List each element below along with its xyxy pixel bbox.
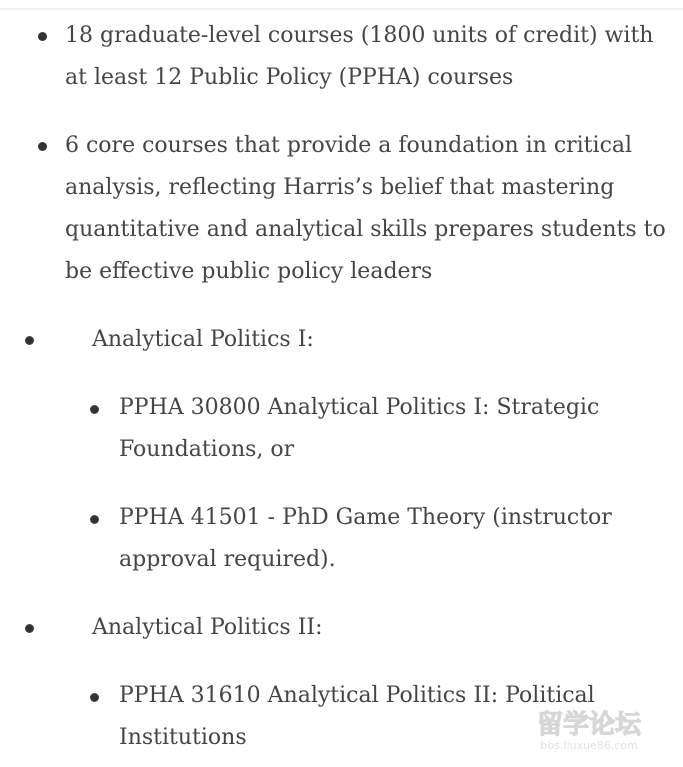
course-options: [92, 387, 637, 581]
requirements-list: [65, 15, 675, 767]
course-option-text: PPHA 30800 Analytical Politics I: Strategic Foundations, or: [119, 395, 600, 462]
requirement-item: [65, 125, 675, 759]
watermark-logo-text: 留学论坛: [536, 710, 642, 740]
requirement-item: [65, 15, 675, 99]
course-option: [92, 497, 637, 581]
course-option-text: PPHA 41501 - PhD Game Theory (instructor approval required).: [119, 505, 612, 572]
course-group: [27, 319, 637, 581]
course-group-title: Analytical Politics I:: [92, 327, 314, 352]
bullet-circle-icon: [25, 624, 34, 633]
requirement-text: 18 graduate-level courses (1800 units of credit) with at least 12 Public Policy (PPHA) courses: [65, 23, 654, 90]
watermark-url: bbs.liuxue86.com: [540, 739, 638, 752]
course-option: [92, 387, 637, 471]
course-option-text: PPHA 31610 Analytical Politics II: Political Institutions: [119, 683, 595, 750]
course-group-title: Analytical Politics II:: [92, 615, 323, 640]
top-divider: [0, 8, 683, 10]
bullet-square-icon: [90, 515, 99, 524]
bullet-disc-icon: [38, 32, 47, 41]
bullet-square-icon: [90, 693, 99, 702]
bullet-square-icon: [90, 405, 99, 414]
core-course-groups: [27, 319, 637, 759]
requirement-text: 6 core courses that provide a foundation in critical analysis, reflecting Harris’s belief that mastering quantitative and analytical skills prepares students to be effective public policy leaders: [65, 133, 666, 284]
bullet-circle-icon: [25, 336, 34, 345]
site-watermark-logo: [509, 703, 669, 753]
bullet-disc-icon: [38, 142, 47, 151]
